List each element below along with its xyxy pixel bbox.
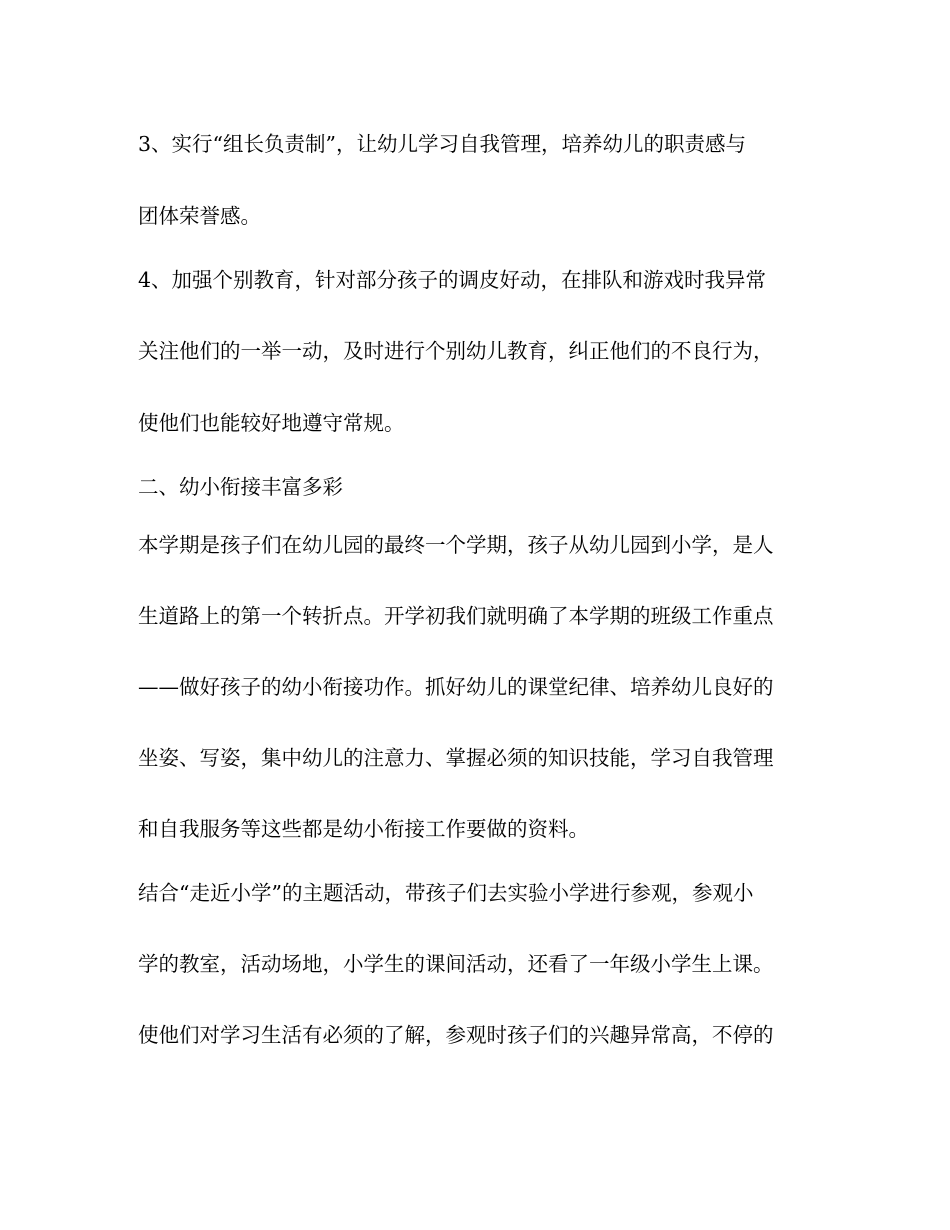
- paragraph-line: 生道路上的第一个转折点。开学初我们就明确了本学期的班级工作重点: [138, 604, 774, 628]
- paragraph-line: 本学期是孩子们在幼儿园的最终一个学期，孩子从幼儿园到小学，是人: [138, 533, 774, 557]
- paragraph-line: 学的教室，活动场地，小学生的课间活动，还看了一年级小学生上课。: [138, 952, 774, 976]
- paragraph-line: 3、实行“组长负责制”，让幼儿学习自我管理，培养幼儿的职责感与: [138, 132, 747, 156]
- paragraph-line: 和自我服务等这些都是幼小衔接工作要做的资料。: [138, 817, 589, 841]
- paragraph-line: 结合“走近小学”的主题活动，带孩子们去实验小学进行参观，参观小: [138, 881, 754, 905]
- paragraph-line: 团体荣誉感。: [138, 204, 261, 228]
- paragraph-line: 使他们也能较好地遵守常规。: [138, 411, 405, 435]
- paragraph-line: 坐姿、写姿，集中幼儿的注意力、掌握必须的知识技能，学习自我管理: [138, 746, 774, 770]
- paragraph-line: 关注他们的一举一动，及时进行个别幼儿教育，纠正他们的不良行为，: [138, 339, 774, 363]
- paragraph-line: 4、加强个别教育，针对部分孩子的调皮好动，在排队和游戏时我异常: [138, 268, 767, 292]
- paragraph-line: 使他们对学习生活有必须的了解，参观时孩子们的兴趣异常高，不停的: [138, 1023, 774, 1047]
- paragraph-line: ——做好孩子的幼小衔接功作。抓好幼儿的课堂纪律、培养幼儿良好的: [138, 675, 774, 699]
- section-heading: 二、幼小衔接丰富多彩: [138, 475, 343, 499]
